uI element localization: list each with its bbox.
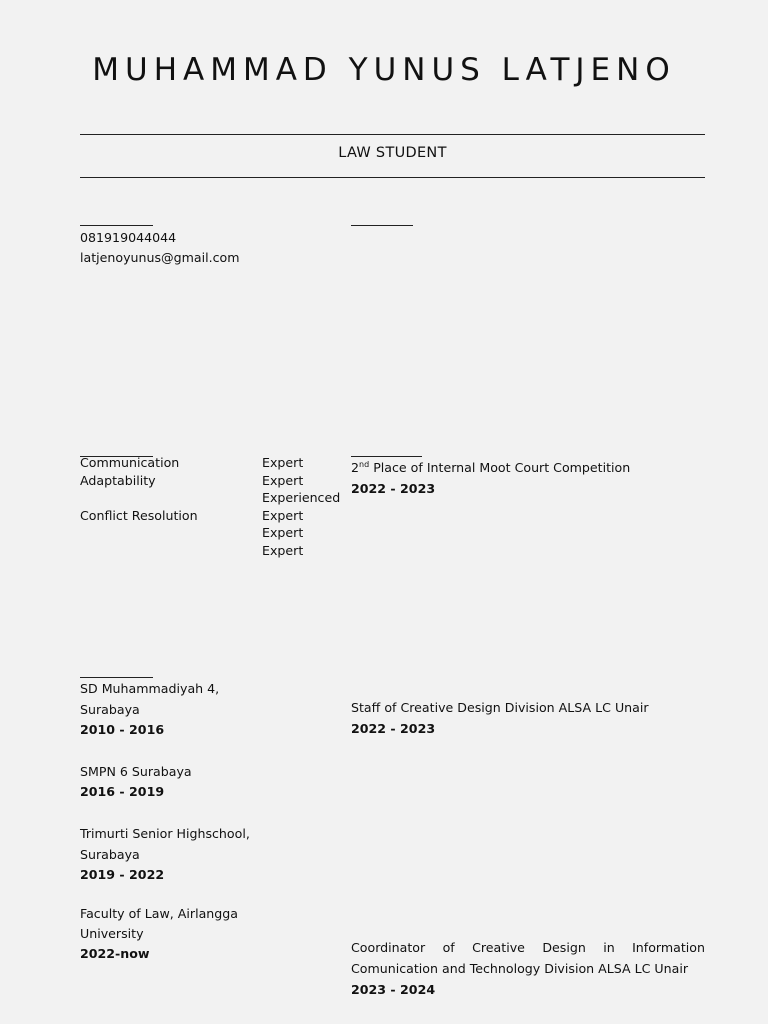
education-school-cont: University: [80, 926, 144, 941]
organization-title: Coordinator of Creative Design in Information: [351, 940, 705, 955]
resume-role: LAW STUDENT: [338, 145, 447, 161]
education-heading-line: [80, 677, 153, 678]
skill-level: Experienced: [262, 490, 341, 505]
skill-levels: [262, 454, 340, 559]
achievement-period: 2022 - 2023: [351, 481, 436, 496]
achievements-heading-line: [351, 456, 422, 457]
education-school-cont: Surabaya: [80, 702, 140, 717]
skill-level: Expert: [262, 542, 304, 558]
header-top-divider: [80, 134, 705, 135]
skill-level: Expert: [262, 455, 304, 470]
education-school: SD Muhammadiyah 4,: [80, 681, 220, 696]
skills-list: [80, 454, 198, 524]
contact-heading-line: [80, 225, 153, 226]
skill-level: Expert: [262, 472, 304, 488]
achievement-title: [351, 458, 630, 479]
organization-title-cont: Comunication and Technology Division ALSA LC Unair: [351, 961, 689, 976]
skill-name: Adaptability: [80, 472, 156, 488]
header-bottom-divider: [80, 177, 705, 178]
organization-title: Staff of Creative Design Division ALSA LC Unair: [351, 700, 649, 715]
education-school-cont: Surabaya: [80, 847, 140, 862]
education-period: 2016 - 2019: [80, 784, 165, 799]
skill-name: Communication: [80, 455, 180, 470]
achievement-ordinal: 2: [351, 460, 360, 475]
education-period: 2010 - 2016: [80, 722, 165, 737]
skill-name: [80, 489, 198, 507]
education-school: Trimurti Senior Highschool,: [80, 826, 250, 841]
profile-heading-line: [351, 225, 413, 226]
skill-name: Conflict Resolution: [80, 507, 198, 523]
education-period: 2019 - 2022: [80, 867, 165, 882]
skill-level: Expert: [262, 525, 304, 540]
organization-period: 2023 - 2024: [351, 982, 436, 997]
education-school: Faculty of Law, Airlangga: [80, 906, 238, 921]
education-school: SMPN 6 Surabaya: [80, 764, 192, 779]
resume-name: MUHAMMAD YUNUS LATJENO: [92, 52, 676, 88]
achievement-ordinal-suffix: nd: [359, 459, 370, 469]
education-period: 2022-now: [80, 946, 150, 961]
skill-level: Expert: [262, 507, 304, 523]
contact-email: latjenoyunus@gmail.com: [80, 250, 240, 265]
organization-period: 2022 - 2023: [351, 721, 436, 736]
contact-phone: 081919044044: [80, 230, 177, 245]
achievement-title-text: Place of Internal Moot Court Competition: [373, 460, 631, 475]
